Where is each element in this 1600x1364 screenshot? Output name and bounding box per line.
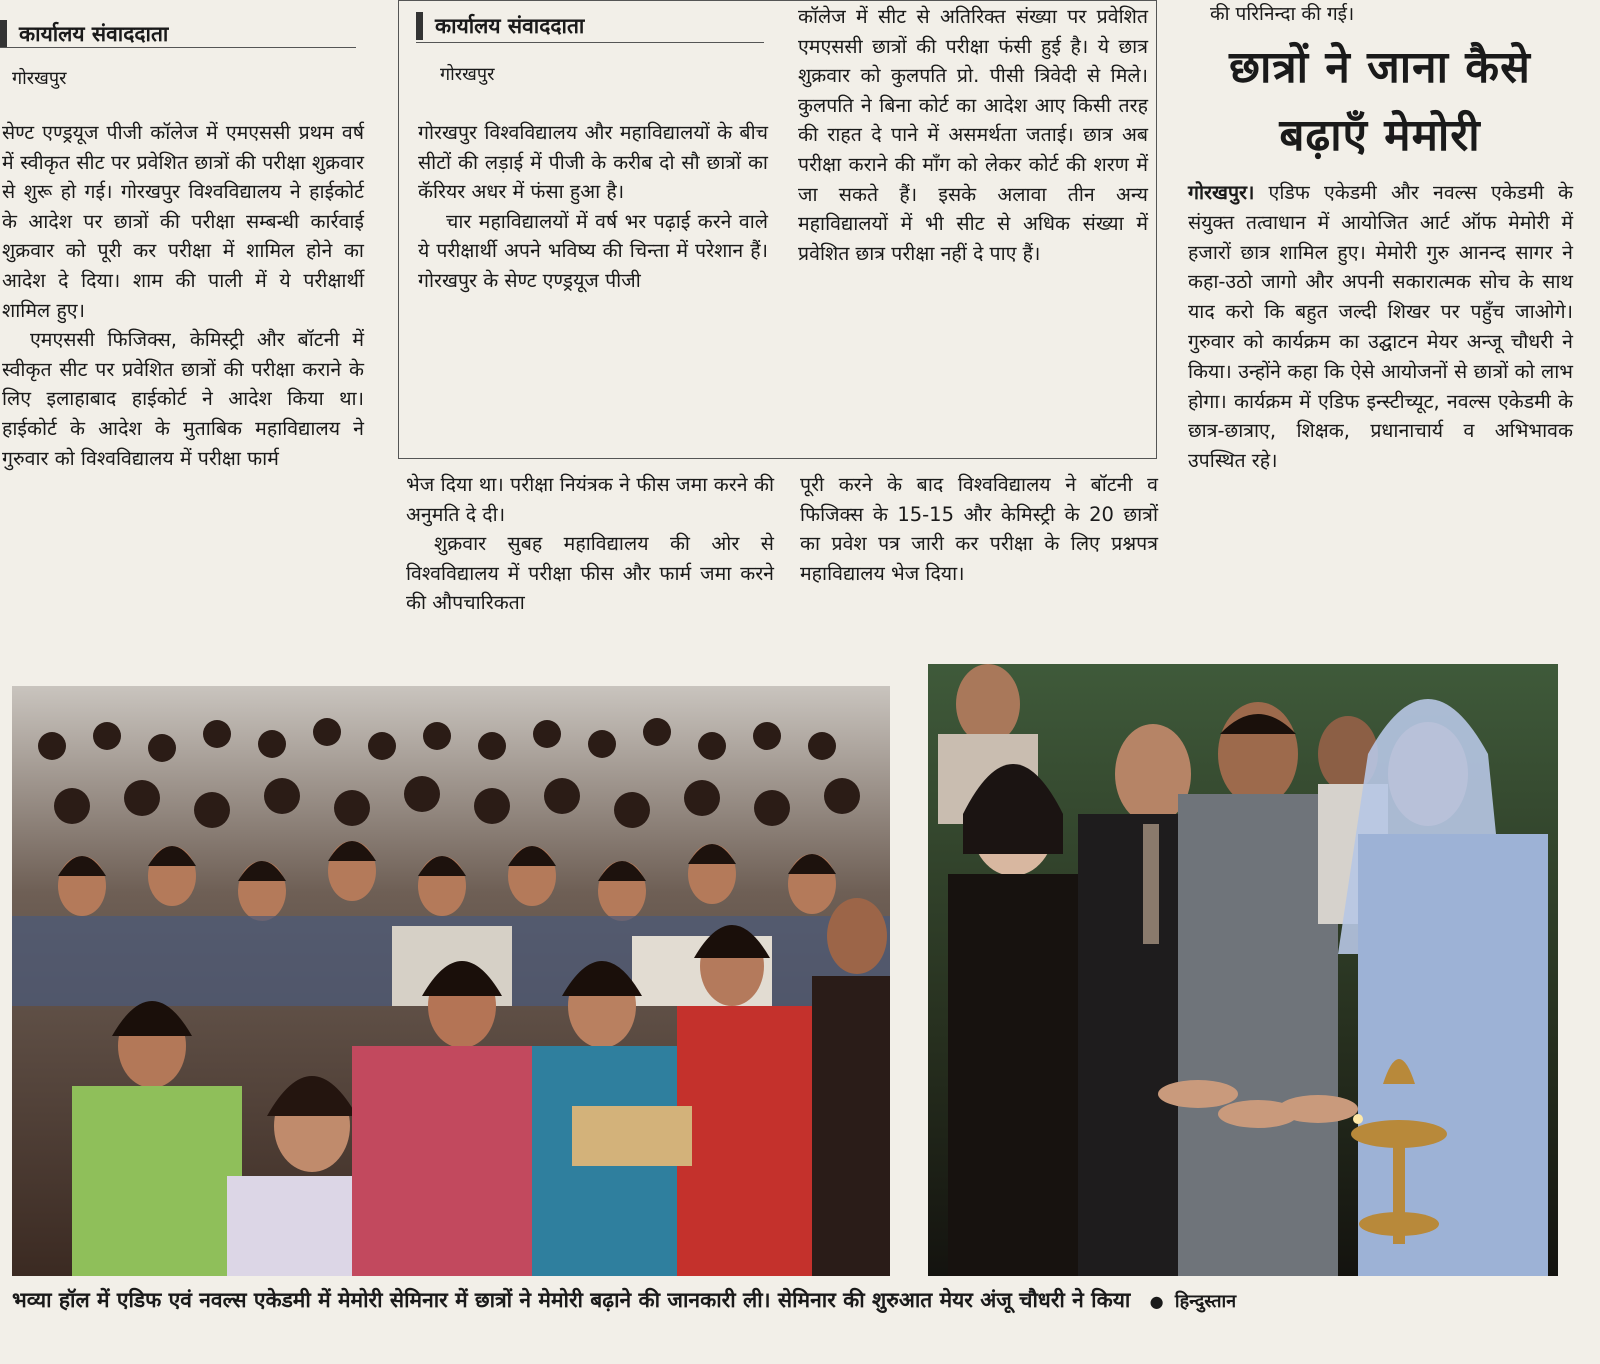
col2-paragraph-2: शुक्रवार सुबह महाविद्यालय की ओर से विश्वविद्यालय में परीक्षा फीस और फार्म जमा करने की औपचारिकता [406,532,774,615]
col3-paragraph-1: पूरी करने के बाद विश्वविद्यालय ने बॉटनी व फिजिक्स के 15-15 और केमिस्ट्री के 20 छात्रों का प्रवेश पत्र जारी कर परीक्षा के लिए प्रश्नपत्र महाविद्यालय भेज दिया। [800,473,1158,585]
memory-top-fragment: की परिनिन्दा की गई। [1210,3,1355,25]
photo-caption [12,1286,1236,1314]
col1-article-body [2,118,364,473]
memory-paragraph [1188,178,1573,476]
caption-credit: हिन्दुस्तान [1174,1291,1237,1312]
col1-byline-rule [0,47,356,48]
memory-headline-line2: बढ़ाएँ मेमोरी [1279,110,1481,161]
audience-photo [12,686,890,1276]
col2-paragraph-1: भेज दिया था। परीक्षा नियंत्रक ने फीस जमा करने की अनुमति दे दी। [406,473,774,526]
boxed-paragraph-3: कॉलेज में सीट से अतिरिक्त संख्या पर प्रवेशित एमएससी छात्रों की परीक्षा फंसी हुई है। ये छात्र शुक्रवार को कुलपति प्रो. पीसी त्रिवेदी से मिले। कुलपति ने बिना कोर्ट का आदेश आए किसी तरह की राहत दे पाने में असमर्थता जताई। छात्र अब परीक्षा कराने की माँग को लेकर कोर्ट की शरण में जा सकते हैं। इसके अलावा तीन अन्य महाविद्यालयों में भी सीट से अधिक संख्या में प्रवेशित छात्र परीक्षा नहीं दे पाए हैं। [798,5,1148,265]
audience-photo-image [12,686,890,1276]
col3-lower-body [800,470,1158,588]
memory-headline-line1: छात्रों ने जाना कैसे [1229,42,1531,93]
boxed-left-column [418,118,768,296]
col2-lower-body [406,470,774,618]
boxed-paragraph-2: चार महाविद्यालयों में वर्ष भर पढ़ाई करने वाले ये परीक्षार्थी अपने भविष्य की चिन्ता में परेशान हैं। गोरखपुर के सेण्ट एण्ड्रयूज पीजी [418,209,768,292]
lamp-lighting-photo [928,664,1558,1276]
col1-paragraph-2: एमएससी फिजिक्स, केमिस्ट्री और बॉटनी में स्वीकृत सीट पर प्रवेशित छात्रों की परीक्षा कराने के लिए इलाहाबाद हाईकोर्ट ने आदेश किया था। हाईकोर्ट के आदेश के मुताबिक महाविद्यालय ने गुरुवार को विश्वविद्यालय में परीक्षा फार्म [2,328,364,470]
col1-byline: कार्यालय संवाददाता [0,20,357,48]
boxed-paragraph-1: गोरखपुर विश्वविद्यालय और महाविद्यालयों के बीच सीटों की लड़ाई में पीजी के करीब दो सौ छात्रों का कॅरियर अधर में फंसा हुआ है। [418,121,768,204]
boxed-right-column [798,2,1148,268]
memory-body-text: एडिफ एकेडमी और नवल्स एकेडमी के संयुक्त तत्वाधान में आयोजित आर्ट ऑफ मेमोरी में हजारों छात्र शामिल हुए। मेमोरी गुरु आनन्द सागर ने कहा-उठो जागो और अपनी सकारात्मक सोच के साथ याद करो कि बहुत जल्दी शिखर पर पहुँच जाओगे। गुरुवार को कार्यक्रम का उद्घाटन मेयर अन्जू चौधरी ने किया। उन्होंने कहा कि ऐसे आयोजनों से छात्रों को लाभ होगा। कार्यक्रम में एडिफ इन्स्टीच्यूट, नवल्स एकेडमी के छात्र-छात्राए, शिक्षक, प्रधानाचार्य व अभिभावक उपस्थित रहे। [1188,181,1573,473]
boxed-dateline: गोरखपुर [440,64,495,85]
memory-story-body [1188,178,1573,476]
lamp-lighting-photo-image [928,664,1558,1276]
col1-dateline: गोरखपुर [12,68,67,89]
boxed-byline: कार्यालय संवाददाता [416,12,765,40]
boxed-byline-rule [416,42,764,43]
photo-caption-text: भव्या हॉल में एडिफ एवं नवल्स एकेडमी में मेमोरी सेमिनार में छात्रों ने मेमोरी बढ़ाने की जानकारी ली। सेमिनार की शुरुआत मेयर अंजू चौधरी ने किया [12,1288,1131,1312]
col1-paragraph-1: सेण्ट एण्ड्रयूज पीजी कॉलेज में एमएससी प्रथम वर्ष में स्वीकृत सीट पर प्रवेशित छात्रों की परीक्षा शुक्रवार से शुरू हो गई। गोरखपुर विश्वविद्यालय ने हाईकोर्ट के आदेश पर छात्रों की परीक्षा सम्बन्धी कार्रवाई शुक्रवार को पूरी कर परीक्षा में शामिल होने का आदेश दे दिया। शाम की पाली में ये परीक्षार्थी शामिल हुए। [2,121,364,322]
memory-dateline: गोरखपुर। [1188,181,1255,204]
caption-bullet-icon: ● [1149,1292,1164,1311]
